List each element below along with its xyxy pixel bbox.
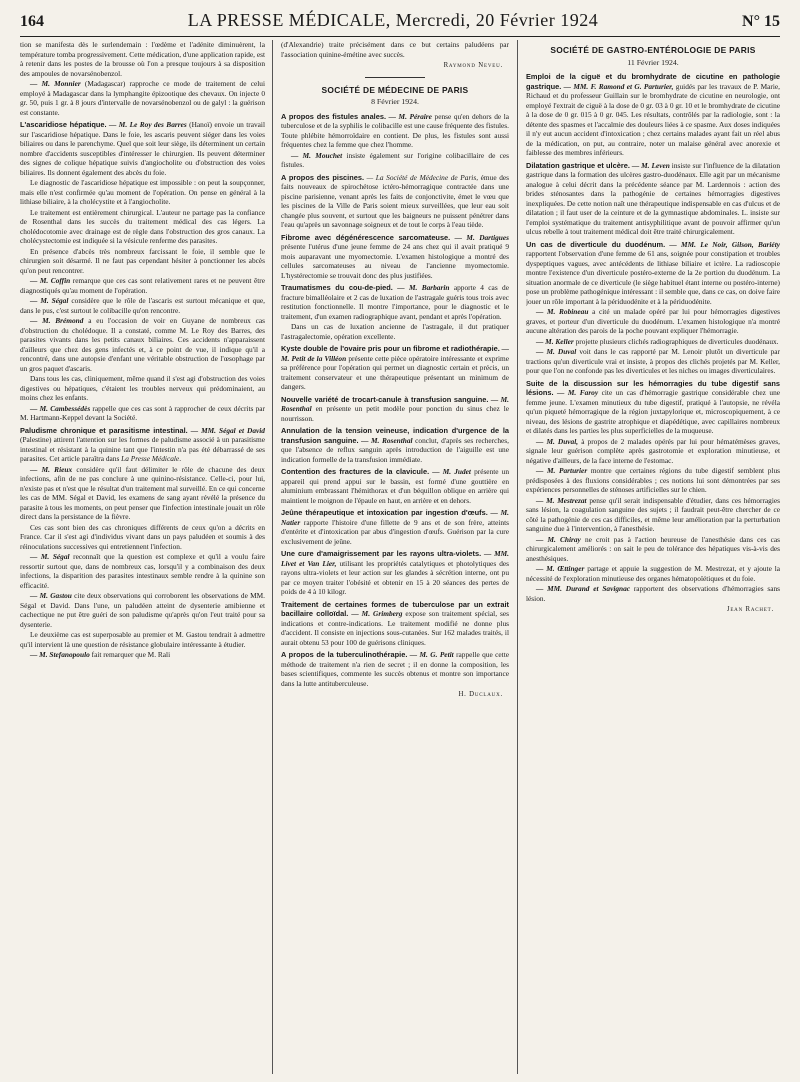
- speaker: — M. Stefanopoulo: [30, 650, 90, 659]
- paragraph: [20, 465, 265, 522]
- author-signature: Raymond Neveu.: [443, 62, 503, 69]
- speaker: — MM. Livet et Van Lier,: [281, 549, 509, 568]
- paragraph-text: partage et appuie la suggestion de M. Mestrezat, et y ajoute la nécessité de l'exploration minutieuse des organes hématopoïétiques et du foie.: [526, 564, 780, 583]
- speaker: — M. Leven: [629, 160, 670, 170]
- paragraph: [526, 584, 780, 603]
- paragraph-text: a eu l'occasion de voir en Guyane de nombreux cas d'obstruction du cholédoque. Il a constaté, comme M. Le Roy des Barres, des parasites vivants dans les petits canaux biliaires. Ces accidents n'apparaissent d'ailleurs que chez des gens infectés et, à ce point de vue, il indique qu'il a rencontré, dans une autopsie d'enfant une véritable obstruction de l'œsophage par un gros paquet d'ascaris.: [20, 316, 265, 373]
- speaker: — M. Ségal: [30, 296, 69, 305]
- speaker: — M. Rieux: [30, 464, 73, 474]
- article-title: A propos de la tuberculinothérapie.: [281, 650, 408, 659]
- article-title: Un cas de diverticule du duodénum.: [526, 239, 666, 249]
- column-3: [526, 40, 780, 1076]
- paragraph-text: remarque que ces cas sont relativement rares et ne peuvent être diagnostiqués qu'au moment de l'opération.: [20, 276, 265, 295]
- paragraph: [20, 79, 265, 117]
- article-title: Suite de la discussion sur les hémorragies du tube digestif sans lésions.: [526, 378, 780, 397]
- paragraph-text: considère qu'il faut délimiter le rôle de chacune des deux infections, afin de ne pas conclure à une quinino-résistance. Celle-ci, pour lui, n'existe pas et n'est que le résultat d'un traitement mal surveillé. En ce qui concerne les cas de MM. Ségal et David, les examens de sang ayant révélé la présence du parasite à tous les moments, on peut penser que l'infection intestinale jouait un rôle direct dans la persistance de la fièvre.: [20, 464, 265, 521]
- speaker: — M. G. Petit: [407, 650, 454, 659]
- speaker: — M. Rosenthal: [358, 435, 413, 445]
- paragraph: [20, 296, 265, 315]
- paragraph-text: rappelle que cette méthode de traitement n'a rien de secret ; il en donne la composition, les bases scientifiques, commente les succès obtenus et montre son importance dans la lutte antituberculeuse.: [281, 650, 509, 688]
- article-heading: [281, 600, 509, 648]
- society-title: SOCIÉTÉ DE MÉDECINE DE PARIS: [321, 84, 469, 95]
- article-heading: [281, 508, 509, 546]
- article-title: Traitement de certaines formes de tuberculose par un extrait bacillaire colloïdal.: [281, 599, 509, 618]
- speaker: — M. Duval: [536, 347, 577, 356]
- paragraph-text: rapporte l'histoire d'une fillette de 9 ans et de son frère, atteints d'entérite et d'intoxication par abus d'ingestion d'œufs. Guérison par la cure exclusivement de jeûne.: [281, 517, 509, 546]
- speaker: — M. Barbarin: [392, 283, 450, 292]
- page-header: [20, 10, 780, 37]
- speaker: — M. Parturier: [536, 466, 588, 475]
- paragraph: [281, 151, 509, 170]
- article-title: Contention des fractures de la clavicule.: [281, 467, 430, 476]
- paragraph-text: présente un appareil qui prend appui sur le bassin, est formé d'une gouttière en aluminium embrassant l'hémithorax et d'un béquillon oblique en arrière qui maintient le moignon de l'épaule en haut, en arrière et en dehors.: [281, 467, 509, 505]
- paragraph-text: montre que certaines régions du tube digestif semblent plus prédisposées à des fluxions considérables ; ces notions lui sont démontrées par ses expériences personnelles de sténoses artificielles sur le chien.: [526, 466, 780, 494]
- speaker: — M. Chiray: [536, 534, 581, 544]
- session-date: 8 Février 1924.: [371, 97, 419, 106]
- speaker: — M. Gastou: [30, 591, 72, 600]
- paragraph-text: émue des faits nouveaux de spirochétose ictéro-hémorragique contractée dans une piscine parisienne, venant après les faits de conjonctivite, émet le vœu que les piscines de la Ville de Paris soient mieux surveillées, que leur eau soit changée plus souvent, et surtout que les baigneurs ne puissent pénétrer dans l'eau qu'après un savonnage soigneux et de tout le corps à l'eau tiède.: [281, 172, 509, 229]
- paragraph-text: conclut, d'après ses recherches, que l'absence de reflux sanguin après introduction de l'aiguille est une indication formelle de la transfusion immédiate.: [281, 435, 509, 464]
- article-heading: [526, 161, 780, 237]
- speaker: — M. Le Roy des Barres: [106, 120, 187, 129]
- column-rule: [517, 40, 518, 1074]
- speaker: — M. Mouchet: [291, 150, 343, 160]
- article-heading: [281, 344, 509, 392]
- paragraph: [20, 591, 265, 629]
- paragraph: [526, 307, 780, 336]
- paragraph-text: en présente un petit modèle pour ponction du sinus chez le nourrisson.: [281, 404, 509, 423]
- paragraph: [526, 564, 780, 583]
- journal-title: La Presse Médicale: [121, 454, 180, 463]
- paragraph: [526, 466, 780, 495]
- speaker: — MM. F. Ramond et G. Parturier,: [561, 81, 674, 91]
- article-title: Dilatation gastrique et ulcère.: [526, 160, 630, 170]
- society-title: SOCIÉTÉ DE GASTRO-ENTÉROLOGIE DE PARIS: [550, 45, 756, 55]
- author-signature: Jean Rachet.: [726, 606, 774, 613]
- article-heading: [20, 120, 265, 177]
- article-heading: [526, 379, 780, 436]
- article-heading: [526, 72, 780, 158]
- column-rule: [272, 40, 273, 1074]
- article-title: Emploi de la ciguë et du bromhydrate de cicutine en pathologie gastrique.: [526, 72, 780, 91]
- paragraph-text: insiste également sur l'origine colibacillaire de ces fistules.: [281, 150, 509, 169]
- speaker: — La Société de Médecine de Paris,: [364, 172, 479, 182]
- article-title: Kyste double de l'ovaire pris pour un fibrome et radiothérapie.: [281, 344, 500, 353]
- article-title: Jeûne thérapeutique et intoxication par ingestion d'œufs.: [281, 508, 488, 517]
- speaker: — M. Judet: [429, 467, 471, 476]
- article-heading: [281, 549, 509, 597]
- paragraph-text: pense qu'il serait indispensable d'étudier, dans ces hémorragies sans lésion, la coagulation sanguine des sujets ; il faudrait peut-être chercher de ce côté la pathogénie de ces cas difficiles, et même leur amélioration par la perturbation sanguine due à l'intervention, à l'anesthésie.: [526, 495, 780, 533]
- masthead: LA PRESSE MÉDICALE, Mercredi, 20 Février 1924: [187, 10, 599, 30]
- paragraph-text: présente cette pièce opératoire intéressante et exprime sa préférence pour l'opération qui permet un diagnostic certain et précis, un traitement conservateur et une thérapeutique présentant un minimum de dangers.: [281, 353, 509, 391]
- article-heading: [281, 426, 509, 464]
- paragraph-text: pense qu'en dehors de la tuberculose et de la syphilis le colibacille est une cause fréquente des fistules. Toute phlébite hémorroïdaire en contient. De plus, les fistules sont aussi fréquentes chez la femme que chez l'homme.: [281, 111, 509, 149]
- paragraph-text: à propos de 2 malades opérés par lui pour hématémèses graves, signale leur guérison complète après gastrotomie et exploration minutieuse, et négative d'ailleurs, de la face interne de l'estomac.: [526, 436, 780, 465]
- article-title: Paludisme chronique et parasitisme intestinal.: [20, 425, 188, 435]
- paragraph: [20, 404, 265, 423]
- paragraph: Le deuxième cas est superposable au premier et M. Gastou tendrait à admettre qu'il intervient là une question de résistance globulaire intéressante à étudier.: [20, 630, 265, 649]
- article-title: A propos des piscines.: [281, 172, 365, 182]
- speaker: — M. Œttinger: [536, 564, 585, 573]
- speaker: — M. Monnier: [30, 79, 81, 88]
- article-heading: [526, 240, 780, 307]
- speaker: — M. Péraire: [386, 111, 432, 121]
- paragraph-text: reconnaît que la question est complexe et qu'il a voulu faire ressortir surtout que, dans de nombreux cas, lorsqu'il y a combinaison des deux infections, la disparition des parasites intestinaux semble rendre à la quinine son efficacité.: [20, 552, 265, 590]
- paragraph: [526, 496, 780, 534]
- paragraph: Dans tous les cas, cliniquement, même quand il s'est agi d'obstruction des voies digestives ou hépatiques, c'étaient les troubles nerveux qui prédominaient, au moins chez les enfants.: [20, 374, 265, 402]
- paragraph-text: rappelle que ces cas sont à rapprocher de ceux décrits par M. Hartmann-Keppel devant la Société.: [20, 403, 265, 422]
- speaker: — M. Duval,: [536, 436, 579, 446]
- paragraph-text: .: [179, 454, 182, 463]
- paragraph: tion se manifesta dès le surlendemain : l'œdème et l'adénite diminuèrent, la température tomba progressivement. Cette médication, d'une application rapide, est à retenir dans les postes de la brousse où l'on a presque toujours à sa disposition des ampoules de novarsénobenzol.: [20, 40, 265, 78]
- paragraph-text: (Madagascar) rapproche ce mode de traitement de celui employé à Madagascar dans la lymphangite épizootique des chevaux. On injecte 0 gr. 50, puis 1 gr. à 8 jours d'intervalle de novarsénobenzol ou de galyl : la guérison est constante.: [20, 79, 265, 117]
- speaker: — M. Ségal: [30, 552, 70, 561]
- paragraph-text: expose son traitement spécial, ses indications et contre-indications. Le traitement modifié ne donne plus d'accident. Il consiste en injections sous-cutanées. Sur 162 malades traités, il aurait obtenu 53 pour 100 de guérisons cliniques.: [281, 609, 509, 647]
- paragraph-text: rapportent l'observation d'une femme de 61 ans, soignée pour constipation et troubles dyspeptiques vagues, avec antécédents de lithiase biliaire et ictère. La radioscopie montre l'existence d'un diverticule postéro-externe de la 2e portion du duodénum. La situation anormale de ce diverticule (le siège habituel étant interne ou postéro-interne) pose un problème pathogénique intéressant : il semble que, dans ce cas, on doive faire jouer un rôle important à la périduodénite et à la périduodénite.: [526, 249, 780, 306]
- speaker: — M. Petit de la Villéon: [281, 344, 509, 363]
- column-1: [20, 40, 265, 1076]
- paragraph-text: ne croit pas à l'action heureuse de l'anesthésie dans ces cas chirurgicalement améliorés : on sait le peu de tolérance des hépatiques vis-à-vis des anesthésiques.: [526, 534, 780, 563]
- article-title: Fibrome avec dégénérescence sarcomateuse.: [281, 232, 451, 242]
- paragraph: [20, 650, 265, 660]
- article-title: Annulation de la tension veineuse, indication d'urgence de la transfusion sanguine.: [281, 426, 509, 445]
- author-signature: H. Duclaux.: [458, 691, 503, 698]
- paragraph-text: utilisant les propriétés catalytiques et photolytiques des rayons ultra-violets et leur action sur les glandes à sécrétion interne, ont pu par ce moyen traiter l'obésité et obtenir en 15 à 20 séances des pertes de poids de 4 à 10 kilogr.: [281, 558, 509, 596]
- article-heading: [281, 467, 509, 505]
- paragraph-text: cite un cas d'hémorragie gastrique considérable chez une femme jeune. L'examen minutieux du tube digestif, pratiqué à l'autopsie, ne révéla qu'un piqueté hémorragique de la région juxtapylorique et, microscopiquement, à ce niveau, des lésions de gastrite atrophique et diapédétique, avec capillaires nombreux et dilatés dans les parties les plus superficielles de la muqueuse.: [526, 388, 780, 435]
- speaker: — M. Mestrezat: [536, 495, 587, 505]
- paragraph-text: présente l'utérus d'une jeune femme de 24 ans chez qui il avait pratiqué 9 mois auparavant une myomectomie. L'examen histologique a montré des cellules sarcomateuses au niveau de l'ancienne myomectomie. L'hystérectomie se trouvait donc des plus justifiées.: [281, 242, 509, 280]
- page-number: 164: [20, 13, 44, 30]
- paragraph-text: a cité un malade opéré par lui pour hémorragies digestives graves, et porteur d'un diverticule du duodénum. L'examen histologique n'a montré aucune altération des parois de la poche pouvant expliquer l'hémorragie.: [526, 307, 780, 335]
- paragraph: Le traitement est entièrement chirurgical. L'auteur ne partage pas la confiance de Rosenthal dans les succès du traitement médical des cas légers. La cholédocotomie avec drainage est de règle dans l'obstruction des gros canaux. La cholécystectomie est indiquée si la vésicule renferme des parasites.: [20, 207, 265, 245]
- paragraph-text: cite deux observations qui corroborent les observations de MM. Ségal et David. Dans l'une, un paludéen atteint de dysenterie amibienne et cachectique ne put être guéri de son paludisme qu'après qu'on l'eut traité pour sa dysenterie.: [20, 591, 265, 629]
- speaker: — M. Dartigues: [450, 232, 509, 242]
- session-date: 11 Février 1924.: [627, 57, 679, 67]
- speaker: — MM. Durand et Savignac: [536, 584, 631, 593]
- speaker: — MM. Le Noir, Gilson, Bariéty: [665, 239, 780, 249]
- paragraph-text: considère que le rôle de l'ascaris est surtout mécanique et que, dans le pus, c'est surtout le colibacille qu'on rencontre.: [20, 296, 265, 315]
- paragraph: Ces cas sont bien des cas chroniques différents de ceux qu'on a décrits en France. Car il s'est agi d'individus vivant dans un pays paludéen et soumis à des réinoculations successives qui entretiennent l'infection.: [20, 522, 265, 551]
- paragraph: [20, 276, 265, 295]
- article-heading: [281, 233, 509, 281]
- article-title: L'ascaridiose hépatique.: [20, 120, 107, 129]
- speaker: — M. Keller: [536, 336, 574, 346]
- paragraph: [526, 437, 780, 466]
- section-divider: [365, 77, 425, 78]
- column-2: [281, 40, 509, 1076]
- paragraph-text: (Palestine) attirent l'attention sur les formes de paludisme associé à un parasitisme intestinal et résistant à la quinine tant que l'intestin n'a pas été débarrassé de ses parasites. Cet article paraîtra dans: [20, 435, 265, 463]
- speaker: — M. Natier: [281, 508, 509, 527]
- paragraph-text: apporte 4 cas de fracture bimalléolaire et 2 cas de luxation de l'astragale guéris tous trois avec restitution fonctionnelle. Il montre l'importance, pour le diagnostic et le traitement, d'un examen radiographique avant, pendant et après l'opération.: [281, 283, 509, 321]
- paragraph: [526, 337, 780, 347]
- article-title: A propos des fistules anales.: [281, 111, 387, 121]
- paragraph: (d'Alexandrie) traite précisément dans ce but certains paludéens par l'association quinine-émétine avec succès.: [281, 40, 509, 59]
- article-heading: [281, 283, 509, 321]
- speaker: — M. Grimberg: [348, 609, 403, 618]
- paragraph-text: voit dans le cas rapporté par M. Lenoir plutôt un diverticule par tractions qu'un diverticule vrai et insiste, à propos des clichés projetés par M. Keller, pour que l'on ne confonde pas les diverticules et les niches ou images diverticulaires.: [526, 347, 780, 375]
- article-title: Traumatismes du cou-de-pied.: [281, 283, 393, 292]
- article-heading: [281, 650, 509, 688]
- paragraph: [20, 316, 265, 373]
- paragraph: Dans un cas de luxation ancienne de l'astragale, il dut pratiquer l'astragalectomie, opération excellente.: [281, 322, 509, 341]
- paragraph-text: (Hanoï) envoie un travail sur l'ascaridiose hépatique. Dans le foie, les ascaris peuvent siéger dans les voies biliaires ou dans le parenchyme. Quel que soit leur siège, ils déterminent un certain nombre d'accidents susceptibles d'intéresser le chirurgien. Ils peuvent déterminer des signes de colique hépatique suivis d'angiocholite ou d'obstruction des voies biliaires. Ils donnent également des abcès du foie.: [20, 120, 265, 177]
- speaker: — MM. Ségal et David: [187, 425, 265, 435]
- speaker: — M. Coffin: [30, 276, 71, 285]
- paragraph: [526, 535, 780, 564]
- paragraph-text: fait remarquer que M. Rali: [89, 650, 171, 659]
- speaker: — M. Robineau: [536, 307, 589, 316]
- paragraph: [526, 347, 780, 376]
- paragraph-text: rapportent des observations d'hémorragies sans lésion.: [526, 584, 780, 603]
- speaker: — M. Cambessédès: [30, 403, 91, 413]
- article-heading: [20, 426, 265, 464]
- speaker: — M. Rosenthal: [281, 394, 509, 413]
- paragraph-text: projette plusieurs clichés radiographiques de diverticules duodénaux.: [573, 336, 779, 346]
- article-heading: [281, 395, 509, 424]
- paragraph: [20, 552, 265, 590]
- paragraph: Le diagnostic de l'ascaridiose hépatique est impossible : on peut la soupçonner, mais elle n'est confirmée qu'au moment de l'opération. On pense en général à la lithiase biliaire, à la cholécystite et à l'angiocholite.: [20, 178, 265, 206]
- speaker: — M. Faroy: [553, 388, 599, 397]
- paragraph: En présence d'abcès très nombreux farcissant le foie, il semble que le chirurgien soit désarmé. Il ne faut pas cependant hésiter à ponctionner les abcès qu'on peut rencontrer.: [20, 246, 265, 275]
- article-heading: [281, 173, 509, 230]
- article-title: Nouvelle variété de trocart-canule à transfusion sanguine.: [281, 394, 489, 404]
- speaker: — M. Brémond: [30, 316, 84, 325]
- issue-number: N° 15: [742, 13, 780, 30]
- paragraph-text: insiste sur l'influence de la dilatation gastrique dans la formation des ulcères gastro-duodénaux. Elle agit par un mécanisme analogue à celui décrit dans la précédente séance par M. Lardennois : action des brides sténosantes dans la pathogénie de certaines hémorragies digestives inexpliquées. De cette notion naît une thérapeutique indispensable en cas d'ulcus et de dilatation ; il faut user de la ceinture et de la gymnastique abdominales. L. insiste sur l'emploi systématique du traitement antisyphilitique avant de pouvoir affirmer qu'un ulcus rebelle à tout traitement médical doit être traité chirurgicalement.: [526, 160, 780, 236]
- article-title: Une cure d'amaigrissement par les rayons ultra-violets.: [281, 549, 482, 558]
- article-heading: [281, 112, 509, 150]
- paragraph-text: guidés par les travaux de P. Marie, Richaud et du professeur Guillain sur le bromhydrate de cicutine en neurologie, ont employé l'extrait de ciguë à la dose de 0 gr. 03 à 0 gr. 10 et le bromhydrate de cicutine à la dose de 0 gr. 015 à 0 gr. 045. Les résultats, contrôlés par la radiologie, sont : la détente des spasmes et l'accalmie des douleurs liées à ce spasme. Aux doses indiquées il n'y eut aucun accident d'intoxication ; chez certains malades ayant fait un réel abus de la médication, on put, au contraire, noter un malaise général avec anorexie et faiblesse des membres inférieurs.: [526, 81, 780, 157]
